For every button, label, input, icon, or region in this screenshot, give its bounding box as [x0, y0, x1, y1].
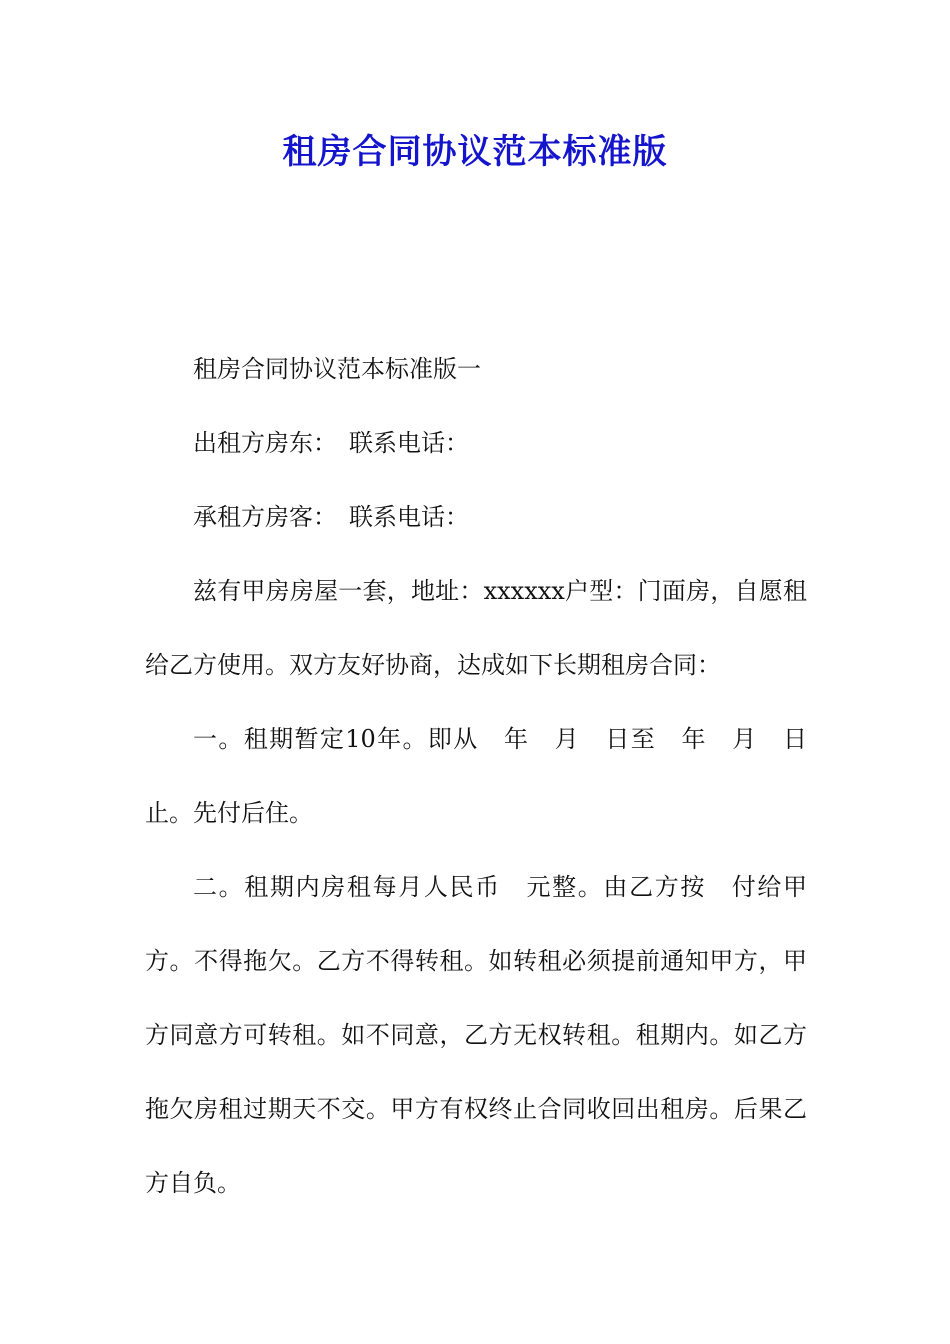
paragraph-tenant: 承租方房客： 联系电话：	[193, 503, 469, 531]
paragraph-landlord: 出租方房东： 联系电话：	[193, 429, 469, 457]
paragraph-property: 兹有甲房房屋一套，地址：xxxxxx户型：门面房，自愿租给乙方使用。双方友好协商，达成如下长期租房合同：	[145, 577, 807, 679]
paragraph-rent: 二。租期内房租每月人民币 元整。由乙方按 付给甲方。不得拖欠。乙方不得转租。如转租必须提前通知甲方，甲方同意方可转租。如不同意，乙方无权转租。租期内。如乙方拖欠房租过期天不交。甲方有权终止合同收回出租房。后果乙方自负。	[145, 873, 807, 1197]
document-body	[145, 332, 807, 1220]
paragraph-subtitle: 租房合同协议范本标准版一	[193, 355, 481, 383]
paragraph-term: 一。租期暂定10年。即从 年 月 日至 年 月 日止。先付后住。	[145, 725, 807, 827]
document-title: 租房合同协议范本标准版	[282, 132, 668, 172]
